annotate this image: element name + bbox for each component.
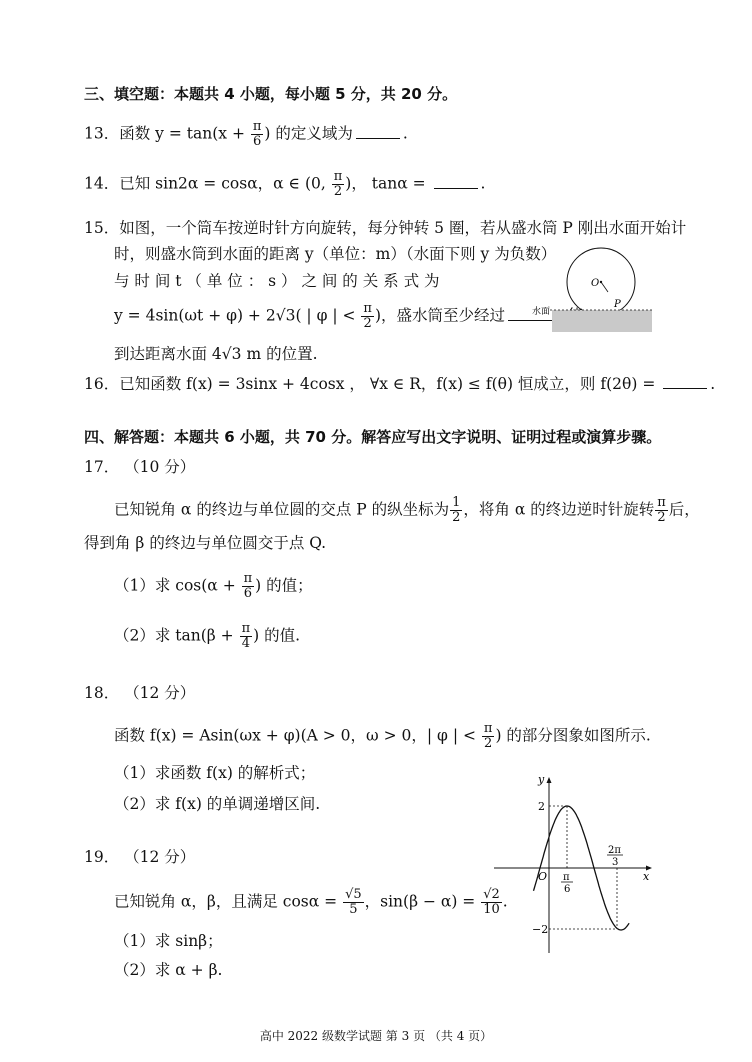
q19-text-b: ，sin(β − α) = — [364, 892, 481, 911]
q18-text-a: 函数 f(x) = Asin(ωx + φ)(A > 0，ω > 0，| φ | < — [114, 726, 481, 745]
q13-formula: y = tan(x + — [155, 124, 250, 143]
q17-header: 17． （10 分） — [84, 458, 196, 476]
q17-p1-fraction: $\frac{\pi}{6}$ — [243, 571, 253, 601]
y-axis-arrow — [547, 777, 552, 783]
x-tick-2pi3-den: 3 — [612, 857, 619, 868]
q15-text-b: )，盛水筒至少经过 — [374, 306, 506, 325]
q19-fraction-1: $\frac{√5}{5}$ — [345, 887, 362, 917]
y-axis-label: y — [538, 773, 545, 786]
q13-fraction: $\frac{\pi}{6}$ — [252, 119, 262, 149]
q17-line2: 得到角 β 的终边与单位圆交于点 Q. — [84, 534, 327, 552]
q16-answer-blank — [663, 374, 707, 389]
q13-answer-blank — [356, 124, 400, 139]
q19-text-a: 已知锐角 α，β，且满足 cosα = — [114, 892, 343, 911]
q16-end: . — [710, 375, 716, 393]
water-surface-label: 水面 — [532, 307, 551, 317]
q13-text-b: ) 的定义域为 — [264, 124, 353, 143]
q19-fraction-2: $\frac{√2}{10}$ — [483, 887, 500, 917]
question-13 — [84, 120, 408, 149]
q18-part2: （2）求 f(x) 的单调递增区间. — [114, 795, 321, 813]
q17-part2 — [114, 622, 300, 651]
x-tick-pi6-den: 6 — [564, 884, 571, 895]
q17-text-b: ，将角 α 的终边逆时针旋转 — [463, 500, 655, 519]
q17-p2-text: （2）求 tan(β + — [114, 626, 239, 645]
q17-p2-fraction: $\frac{\pi}{4}$ — [241, 621, 251, 651]
question-15-line4 — [114, 302, 583, 331]
y-tick-neg2: −2 — [532, 923, 549, 936]
waterwheel-center — [600, 281, 602, 283]
q17-p2-text-b: ) 的值. — [253, 626, 301, 645]
q18-text-b: ) 的部分图象如图所示. — [495, 726, 651, 745]
q14-answer-blank — [434, 174, 478, 189]
q18-fraction: $\frac{\pi}{2}$ — [483, 721, 493, 751]
question-16 — [84, 374, 715, 394]
q17-p1-text-b: ) 的值； — [255, 576, 313, 595]
q19-header: 19． （12 分） — [84, 848, 196, 866]
question-14 — [84, 170, 485, 199]
q19-part1: （1）求 sinβ； — [114, 932, 223, 950]
sine-graph — [490, 770, 660, 955]
q17-fraction-2: $\frac{\pi}{2}$ — [657, 495, 666, 525]
y-tick-2: 2 — [538, 800, 545, 813]
waterwheel-radius — [601, 282, 608, 292]
waterwheel-figure — [530, 240, 655, 335]
waterwheel-label-p: P — [614, 299, 621, 310]
q14-text-b: )， tanα = — [345, 174, 431, 193]
q19-part2: （2）求 α + β. — [114, 961, 223, 979]
q18-part1: （1）求函数 f(x) 的解析式； — [114, 764, 316, 782]
x-axis-label: x — [643, 870, 650, 883]
q14-number: 14． — [84, 174, 120, 193]
q19-line1 — [114, 888, 508, 917]
q13-text: 函数 — [119, 124, 156, 143]
q15-number: 15． — [84, 219, 120, 237]
section3-header: 三、填空题：本题共 4 小题，每小题 5 分，共 20 分。 — [84, 85, 458, 103]
q13-end: . — [402, 124, 408, 143]
q17-part1 — [114, 572, 313, 601]
x-tick-2pi3-num: 2π — [608, 845, 621, 856]
water-area — [552, 310, 652, 332]
q14-text: 已知 sin2α = cosα，α ∈ (0, — [119, 174, 331, 193]
q17-line1 — [114, 496, 700, 525]
q15-fraction: $\frac{\pi}{2}$ — [363, 301, 372, 331]
q18-header: 18． （12 分） — [84, 684, 196, 702]
q17-text-a: 已知锐角 α 的终边与单位圆的交点 P 的纵坐标为 — [114, 500, 450, 519]
question-15-line1 — [84, 218, 686, 238]
origin-label: O — [538, 870, 548, 883]
q15-formula: y = 4sin(ωt + φ) + 2√3( | φ | < — [114, 306, 361, 325]
q19-text-c: . — [502, 892, 508, 911]
question-15-line2: 时，则盛水筒到水面的距离 y（单位：m）（水面下则 y 为负数） — [114, 245, 557, 263]
q18-line1 — [114, 722, 651, 751]
question-15-line3: 与 时 间 t （ 单 位 ： s ） 之 间 的 关 系 式 为 — [114, 272, 440, 290]
q14-end: . — [480, 174, 486, 193]
question-15-line5: 到达距离水面 4√3 m 的位置. — [114, 345, 318, 363]
section4-header: 四、解答题：本题共 6 小题，共 70 分。解答应写出文字说明、证明过程或演算步骤。 — [84, 428, 662, 446]
q17-text-c: 后， — [668, 500, 700, 519]
q16-number: 16． — [84, 375, 120, 393]
q14-fraction: $\frac{\pi}{2}$ — [333, 169, 343, 199]
q16-text: 已知函数 f(x) = 3sinx + 4cosx ， ∀x ∈ R，f(x) ≤ f(θ) 恒成立，则 f(2θ) = — [119, 375, 661, 393]
q17-fraction-1: $\frac{1}{2}$ — [452, 495, 461, 525]
q17-p1-text: （1）求 cos(α + — [114, 576, 241, 595]
q13-number: 13． — [84, 124, 120, 143]
x-tick-pi6-num: π — [563, 872, 570, 883]
page-footer: 高中 2022 级数学试题 第 3 页 （共 4 页） — [259, 1029, 493, 1043]
waterwheel-label-o: O — [591, 278, 600, 289]
q15-line1: 如图，一个筒车按逆时针方向旋转，每分钟转 5 圈，若从盛水筒 P 刚出水面开始计 — [119, 219, 687, 237]
